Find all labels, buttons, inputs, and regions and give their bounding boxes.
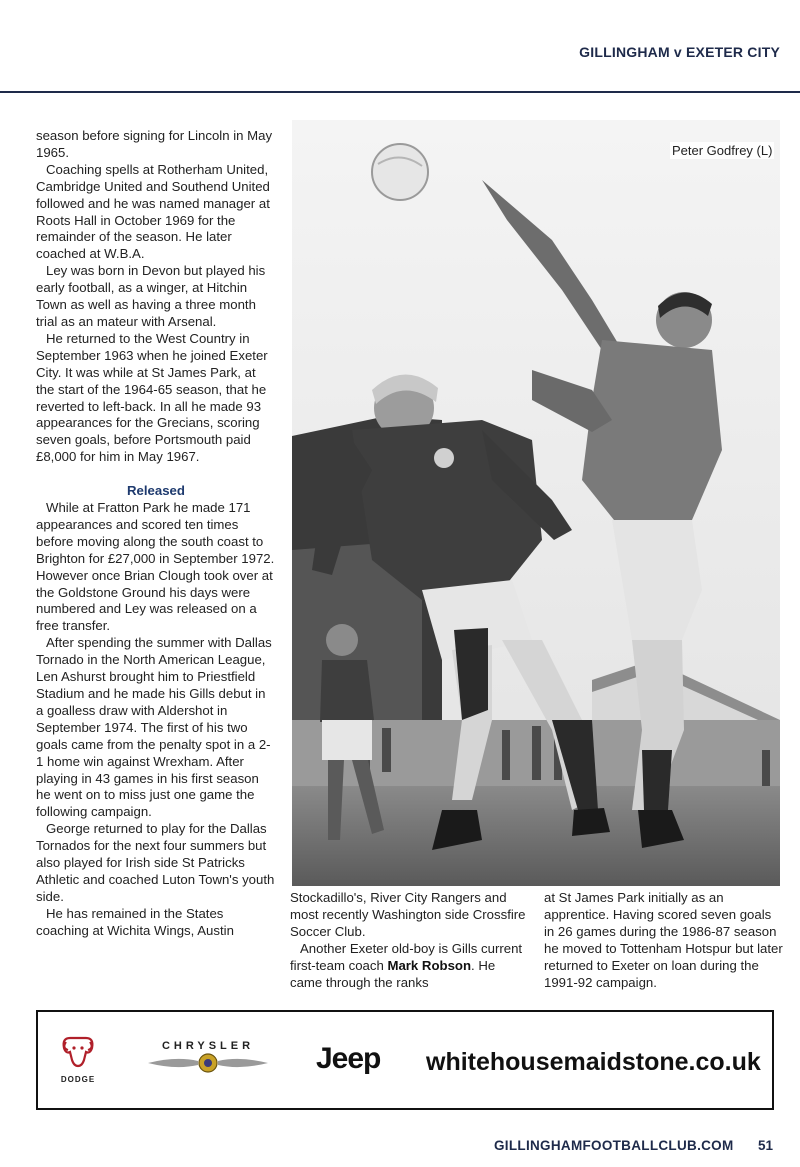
dealer-advert xyxy=(36,1010,774,1110)
chrysler-wings-icon xyxy=(146,1052,270,1074)
article-paragraph: season before signing for Lincoln in May 1965. xyxy=(36,128,273,160)
article-paragraph: He returned to the West Country in September 1963 when he joined Exeter City. It was while at St James Park, at the start of the 1964-65 season, that he reverted to left-back. In all he made 93 appearances for the Grecians, scoring seven goals, before Portsmouth paid £8,000 for him in May 1967. xyxy=(36,330,268,465)
person-name: Mark Robson xyxy=(387,957,472,973)
article-paragraph: Stockadillo's, River City Rangers and most recently Washington side Crossfire Soccer Club. xyxy=(290,890,526,939)
page-number: 51 xyxy=(758,1138,774,1153)
article-left-column xyxy=(36,128,276,940)
article-paragraph: at St James Park initially as an apprentice. Having scored seven goals in 26 games during the 1986-87 season he moved to Tottenham Hotspur but later returned to Exeter on loan during the 1991-92 campaign. xyxy=(544,890,783,990)
dealer-website[interactable]: whitehousemaidstone.co.uk xyxy=(426,1048,761,1076)
article-text: Another Exeter old-boy is Gills current first-team coach xyxy=(290,940,523,973)
ram-head-icon xyxy=(60,1034,96,1068)
header-title: GILLINGHAM v EXETER CITY xyxy=(579,44,780,60)
article-paragraph: While at Fratton Park he made 171 appearances and scored ten times before moving along the south coast to Brighton for £27,000 in September 1972. However once Brian Clough took over at the Goldstone Ground his days were numbered and Ley was released on a free transfer. xyxy=(36,500,275,634)
dodge-label: DODGE xyxy=(60,1075,96,1084)
article-subheading: Released xyxy=(127,483,185,499)
match-photo xyxy=(292,120,780,886)
article-paragraph: After spending the summer with Dallas Tornado in the North American League, Len Ashurst brought him to Priestfield Stadium and he made his Gills debut in a goalless draw with Aldershot in September 1974. The first of his two goals came from the penalty spot in a 2-1 home win against Wrexham. After playing in 43 games in his first season he went on to miss just one game the following campaign. xyxy=(36,635,272,820)
footer-club-url[interactable]: GILLINGHAMFOOTBALLCLUB.COM xyxy=(494,1138,734,1153)
dodge-logo xyxy=(56,1034,100,1084)
article-paragraph: He has remained in the States coaching at Wichita Wings, Austin xyxy=(36,905,234,938)
header-rule xyxy=(0,91,800,93)
article-paragraph: Coaching spells at Rotherham United, Cambridge United and Southend United followed and he was named manager at Roots Hall in October 1969 for the remainder of the season. He later coached at W.B.A. xyxy=(36,161,270,262)
article-text: . He came through the ranks xyxy=(290,957,496,990)
jeep-logo: Jeep xyxy=(316,1042,381,1075)
article-paragraph: Ley was born in Devon but played his early football, as a winger, at Hitchin Town as well as having a three month trial as an mateur with Arsenal. xyxy=(36,263,266,329)
chrysler-logo xyxy=(146,1040,270,1079)
article-middle-column xyxy=(290,890,530,991)
article-paragraph xyxy=(290,941,530,992)
photo-caption: Peter Godfrey (L) xyxy=(672,143,773,158)
article-paragraph: George returned to play for the Dallas Tornados for the next four summers but also played for Irish side St Patricks Athletic and coached Luton Town's youth side. xyxy=(36,821,275,904)
article-right-column xyxy=(544,890,784,991)
chrysler-label: CHRYSLER xyxy=(161,1040,255,1052)
